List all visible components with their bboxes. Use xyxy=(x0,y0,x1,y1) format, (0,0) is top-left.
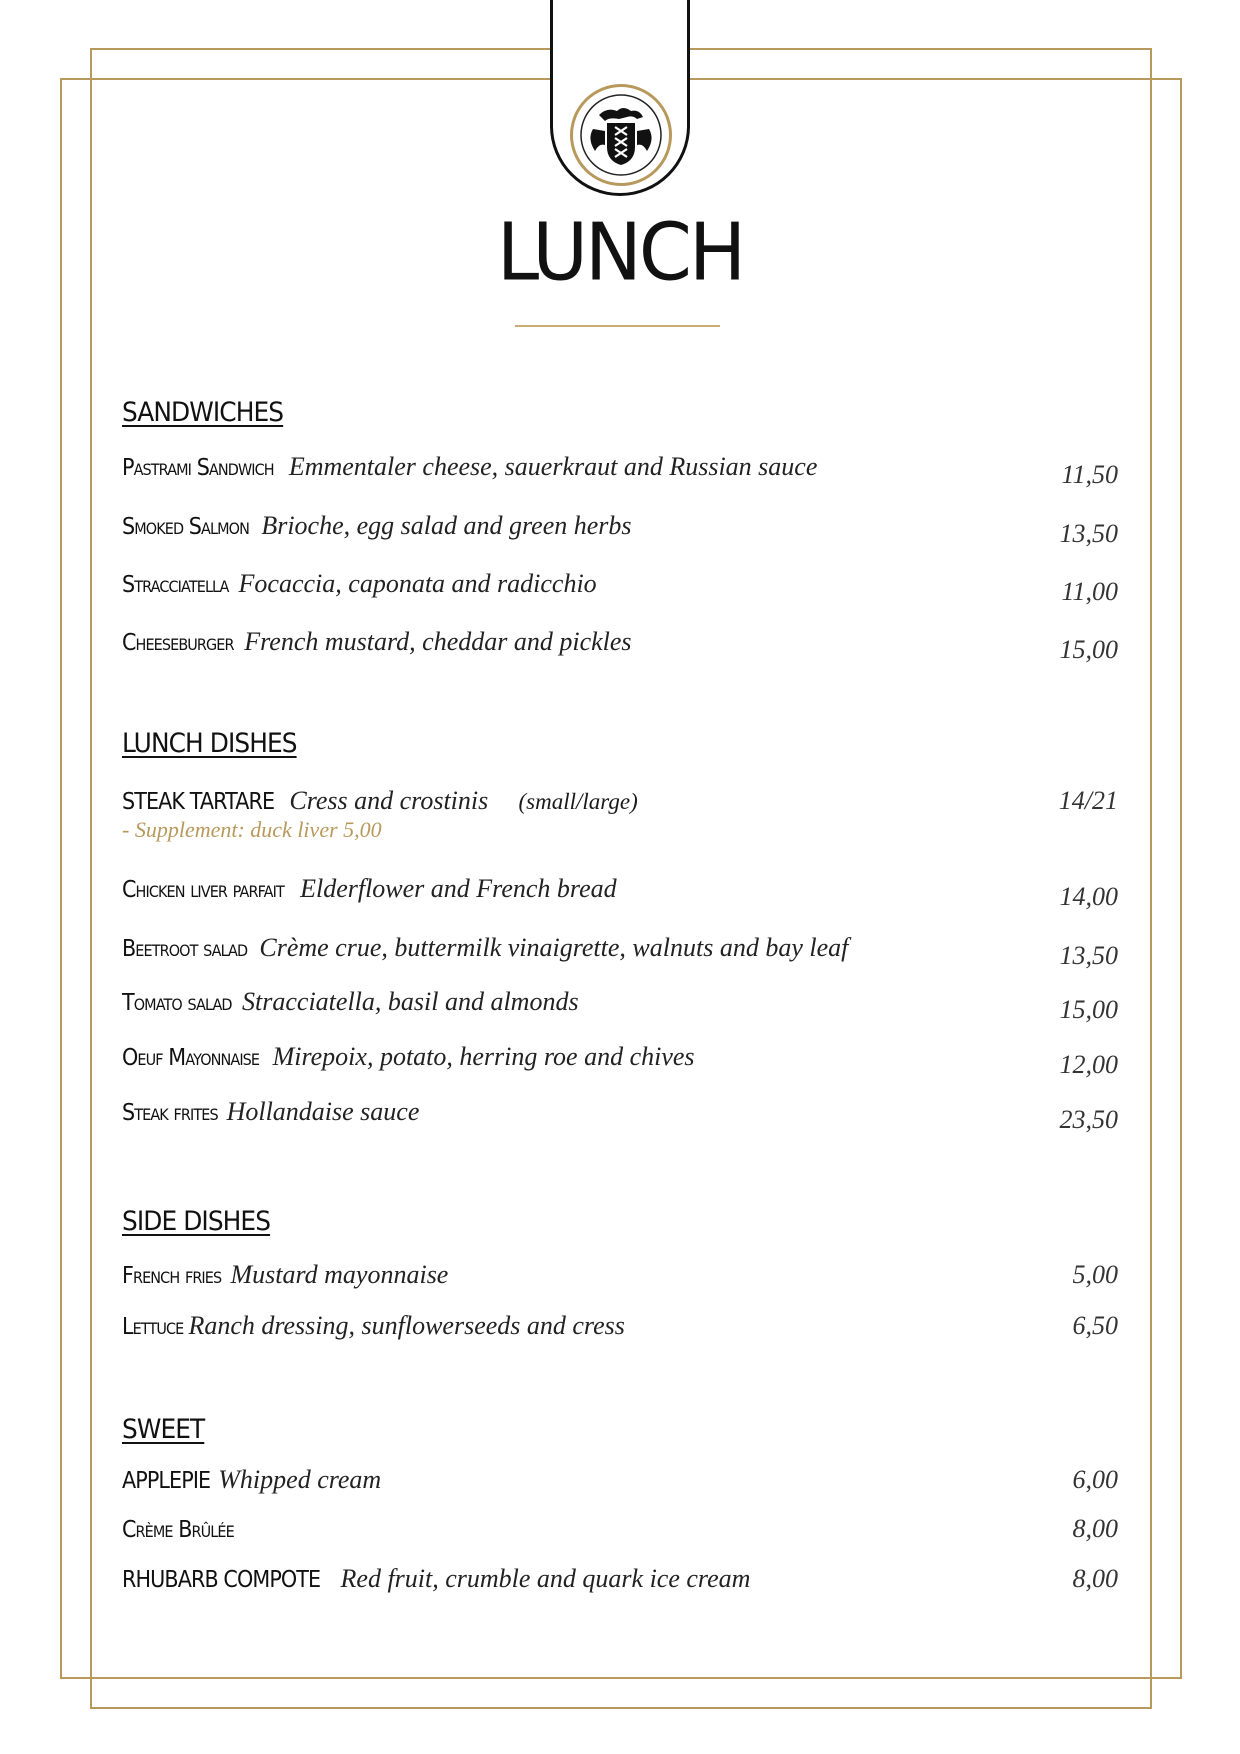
item-description: Elderflower and French bread xyxy=(300,874,617,903)
item-description: French mustard, cheddar and pickles xyxy=(244,627,632,656)
item-description: Mirepoix, potato, herring roe and chives xyxy=(272,1042,695,1071)
menu-item xyxy=(122,452,1118,489)
item-name: Crème Brûlée xyxy=(122,1517,234,1543)
menu-item xyxy=(122,627,1118,664)
menu-item xyxy=(122,786,1118,845)
item-price: 12,00 xyxy=(1059,1050,1118,1079)
menu-item xyxy=(122,1042,1118,1079)
item-price: 5,00 xyxy=(1072,1260,1118,1289)
item-price: 11,50 xyxy=(1061,460,1118,489)
item-description: Focaccia, caponata and radicchio xyxy=(238,569,597,598)
item-name: STEAK TARTARE xyxy=(122,789,275,815)
item-name: Stracciatella xyxy=(122,572,229,598)
item-price: 8,00 xyxy=(1072,1564,1118,1593)
title-divider xyxy=(515,325,720,327)
item-price: 15,00 xyxy=(1059,995,1118,1024)
item-name: Steak frites xyxy=(122,1100,218,1126)
menu-title: LUNCH xyxy=(496,204,744,299)
item-price: 23,50 xyxy=(1059,1105,1118,1134)
menu-item xyxy=(122,1564,1118,1595)
menu-item xyxy=(122,569,1118,606)
logo-badge xyxy=(570,84,672,186)
item-name: Oeuf Mayonnaise xyxy=(122,1045,260,1071)
menu-item xyxy=(122,1311,1118,1342)
menu-item xyxy=(122,511,1118,548)
item-description: Hollandaise sauce xyxy=(226,1097,420,1126)
item-price: 15,00 xyxy=(1059,635,1118,664)
item-description: Ranch dressing, sunflowerseeds and cress xyxy=(188,1311,625,1340)
item-price: 11,00 xyxy=(1061,577,1118,606)
item-name: RHUBARB COMPOTE xyxy=(122,1567,321,1593)
item-supplement: - Supplement: duck liver 5,00 xyxy=(122,817,382,842)
item-description: Emmentaler cheese, sauerkraut and Russian sauce xyxy=(288,452,818,481)
item-name: Tomato salad xyxy=(122,990,232,1016)
menu-item xyxy=(122,1097,1118,1134)
item-description: Mustard mayonnaise xyxy=(230,1260,449,1289)
item-description: Red fruit, crumble and quark ice cream xyxy=(340,1564,751,1593)
section-title-side-dishes: SIDE DISHES xyxy=(122,1206,271,1237)
menu-item xyxy=(122,933,1118,970)
item-name: Pastrami Sandwich xyxy=(122,455,274,481)
item-price: 8,00 xyxy=(1072,1514,1118,1543)
menu-item xyxy=(122,987,1118,1024)
item-price: 13,50 xyxy=(1059,941,1118,970)
item-price: 13,50 xyxy=(1059,519,1118,548)
item-description: Crème crue, buttermilk vinaigrette, walnuts and bay leaf xyxy=(259,933,849,962)
item-name: Lettuce xyxy=(122,1314,184,1340)
amsterdam-crest-icon xyxy=(579,93,663,177)
item-description: Cress and crostinis xyxy=(289,786,489,815)
item-name: APPLEPIE xyxy=(122,1468,211,1494)
item-price: 14/21 xyxy=(1058,786,1118,815)
item-name: Chicken liver parfait xyxy=(122,877,284,903)
item-name: Smoked Salmon xyxy=(122,514,249,540)
item-description: Stracciatella, basil and almonds xyxy=(242,987,579,1016)
section-title-sandwiches: SANDWICHES xyxy=(122,397,284,428)
item-name: Cheeseburger xyxy=(122,630,234,656)
item-price: 6,00 xyxy=(1072,1465,1118,1494)
section-title-lunch-dishes: LUNCH DISHES xyxy=(122,728,297,759)
menu-item xyxy=(122,1260,1118,1291)
menu-item xyxy=(122,874,1118,911)
menu-item xyxy=(122,1514,1118,1545)
menu-item xyxy=(122,1465,1118,1496)
item-description: Brioche, egg salad and green herbs xyxy=(261,511,632,540)
section-title-sweet: SWEET xyxy=(122,1414,205,1445)
item-price: 14,00 xyxy=(1059,882,1118,911)
item-name: Beetroot salad xyxy=(122,936,248,962)
item-description: Whipped cream xyxy=(218,1465,382,1494)
item-name: French fries xyxy=(122,1263,222,1289)
item-size-note: (small/large) xyxy=(518,789,638,814)
item-price: 6,50 xyxy=(1072,1311,1118,1340)
